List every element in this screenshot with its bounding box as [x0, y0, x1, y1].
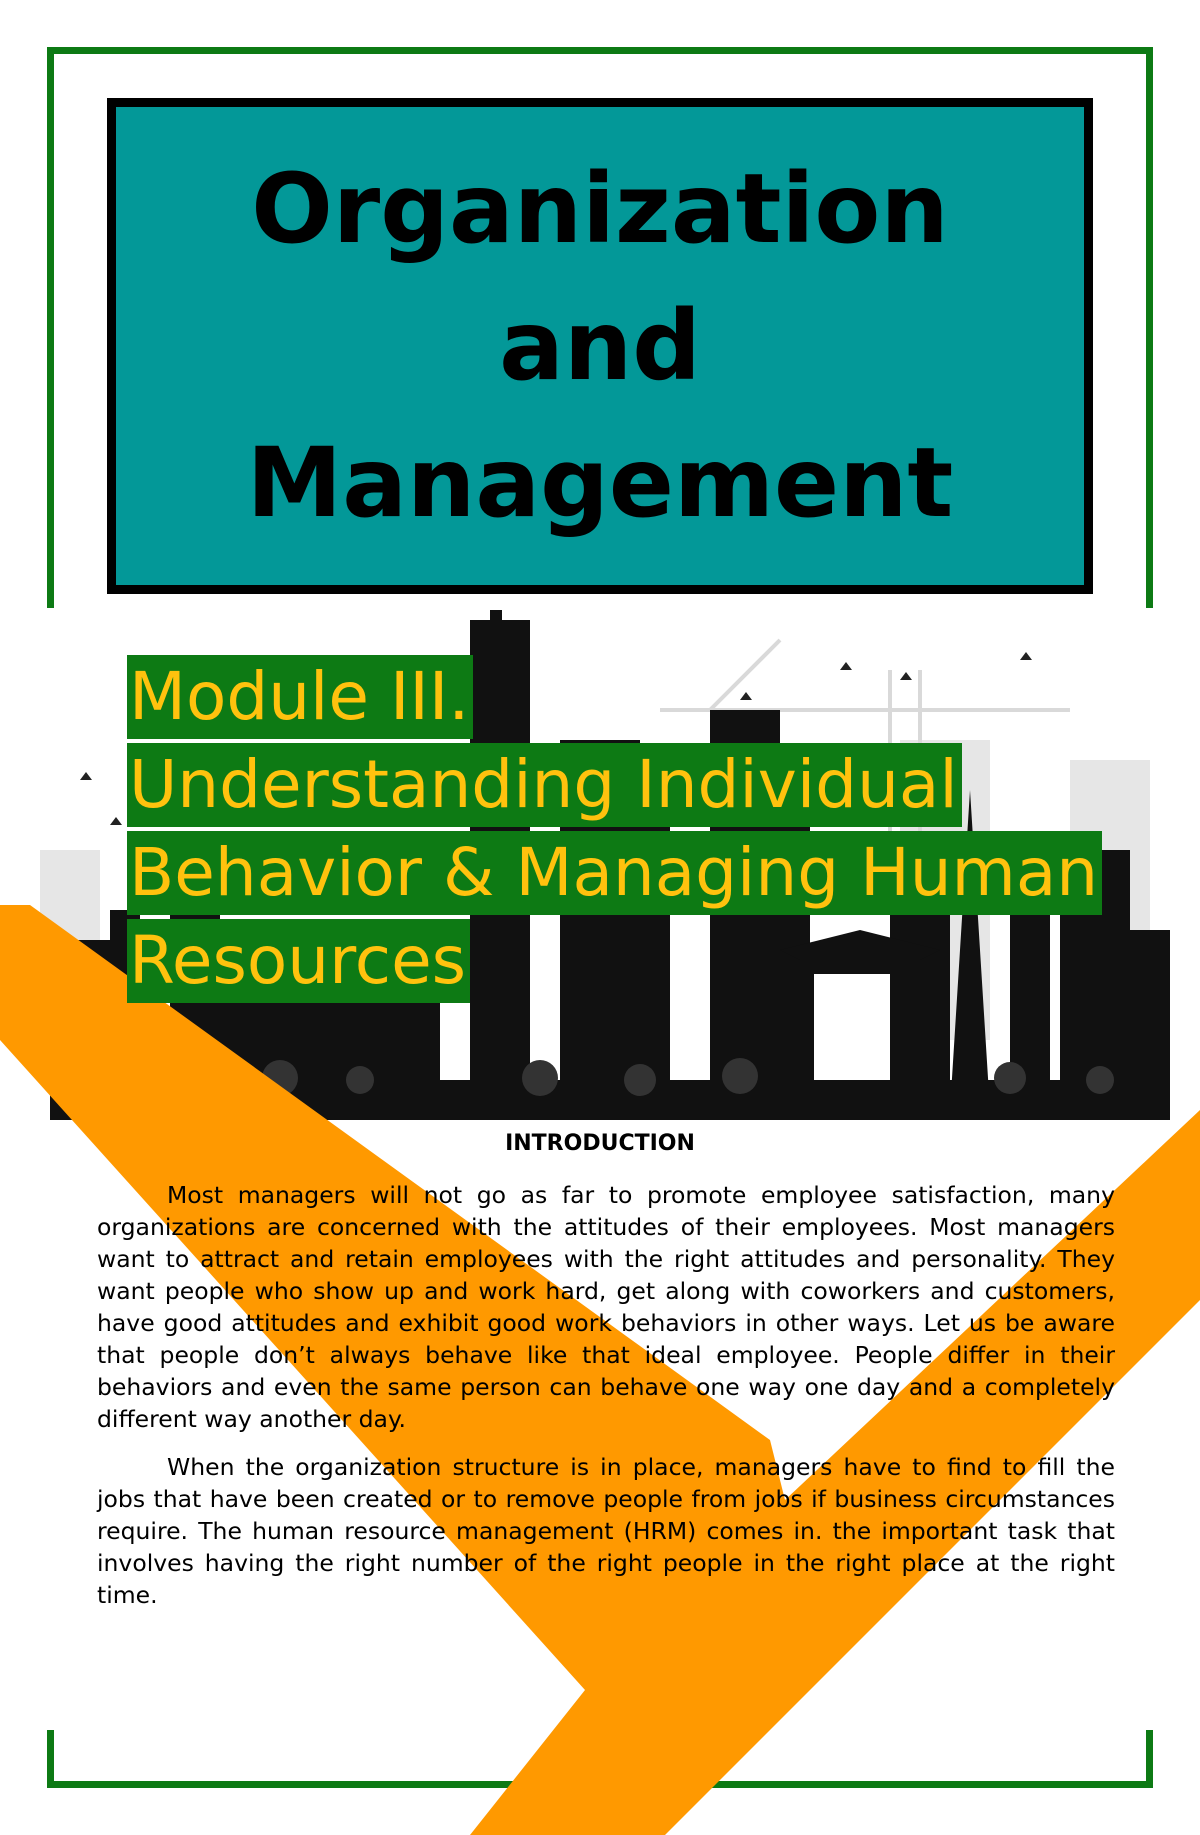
title-line-2: and [499, 289, 701, 402]
module-number: Module III. [127, 655, 473, 739]
introduction-heading: INTRODUCTION [505, 1131, 695, 1156]
module-title-line-3: Resources [127, 919, 470, 1003]
module-title-line-1: Understanding Individual [127, 743, 962, 827]
introduction-body [97, 1179, 1115, 1627]
paragraph: Most managers will not go as far to promote employee satisfaction, many organizations are concerned with the attitudes of their employees. Most managers want to attract and retain employees with the right attitudes and personality. They want people who show up and work hard, get along with coworkers and customers, have good attitudes and exhibit good work behaviors in other ways. Let us be aware that people don’t always behave like that ideal employee. People differ in their behaviors and even the same person can behave one way one day and a completely different way another day. [97, 1181, 1115, 1433]
title-line-1: Organization [251, 152, 949, 265]
module-title-line-2: Behavior & Managing Human [127, 831, 1102, 915]
module-title-block [127, 655, 1102, 1007]
title-line-3: Management [246, 426, 954, 539]
paragraph: When the organization structure is in place, managers have to find to fill the jobs that have been created or to remove people from jobs if business circumstances require. The human resource management (HRM) comes in. the important task that involves having the right number of the right people in the right place at the right time. [97, 1453, 1115, 1609]
